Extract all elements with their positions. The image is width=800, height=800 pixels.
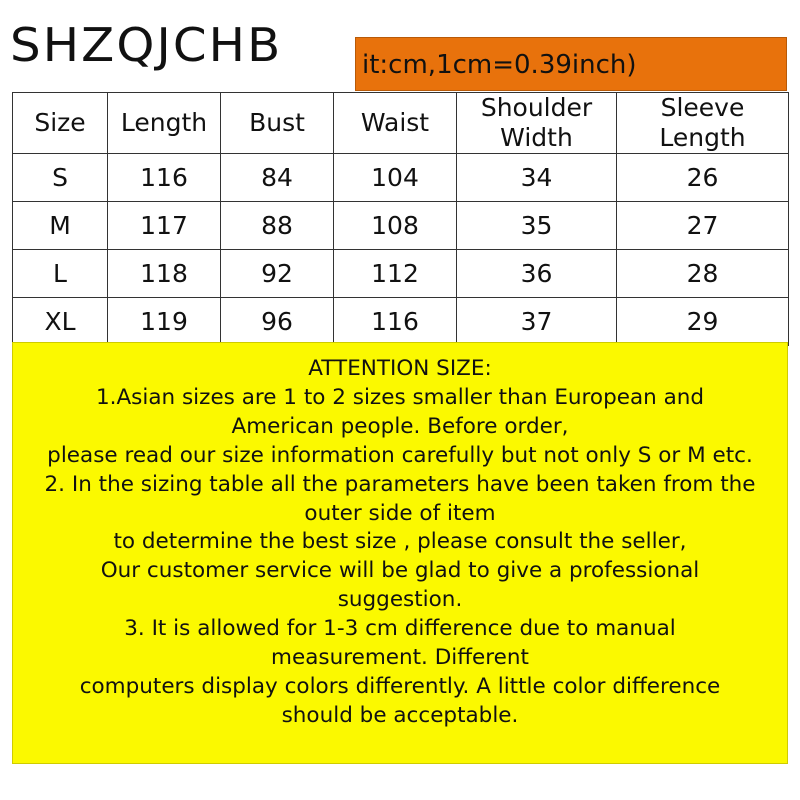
header-length: Length [108,93,221,154]
cell-shoulder-width: 35 [457,202,617,250]
cell-length: 116 [108,154,221,202]
cell-waist: 116 [334,298,457,346]
unit-banner: it:cm,1cm=0.39inch) [355,37,787,91]
cell-shoulder-width: 36 [457,250,617,298]
cell-length: 117 [108,202,221,250]
cell-waist: 104 [334,154,457,202]
cell-shoulder-width: 37 [457,298,617,346]
header-shoulder-width: Shoulder Width [457,93,617,154]
notice-line: ATTENTION SIZE: [308,356,492,381]
cell-sleeve-length: 26 [617,154,789,202]
notice-line: Our customer service will be glad to give a professional [100,558,700,584]
table-row [13,202,789,250]
cell-length: 119 [108,298,221,346]
cell-bust: 96 [221,298,334,346]
cell-bust: 88 [221,202,334,250]
notice-line: please read our size information carefully but not only S or M etc. [47,442,753,468]
table-row [13,250,789,298]
header-bust: Bust [221,93,334,154]
cell-bust: 84 [221,154,334,202]
attention-notice [12,342,788,764]
table-header-row [13,93,789,154]
cell-size: S [13,154,108,202]
table-row [13,154,789,202]
cell-size: XL [13,298,108,346]
cell-shoulder-width: 34 [457,154,617,202]
cell-sleeve-length: 27 [617,202,789,250]
cell-waist: 108 [334,202,457,250]
notice-line: outer side of item [304,500,496,526]
notice-line: measurement. Different [271,645,529,671]
notice-line: to determine the best size , please consult the seller, [113,529,687,555]
notice-line: 1.Asian sizes are 1 to 2 sizes smaller than European and [95,384,705,410]
header-size: Size [13,93,108,154]
notice-line: 3. It is allowed for 1-3 cm difference due to manual [124,616,676,642]
notice-line: should be acceptable. [281,702,519,728]
brand-logo: SHZQJCHB [10,20,289,70]
notice-line: 2. In the sizing table all the parameters have been taken from the [44,471,756,497]
notice-line: computers display colors differently. A little color difference [79,673,721,699]
cell-size: M [13,202,108,250]
header-sleeve-length: Sleeve Length [617,93,789,154]
bottom-margin [12,764,788,800]
cell-size: L [13,250,108,298]
cell-bust: 92 [221,250,334,298]
cell-waist: 112 [334,250,457,298]
cell-length: 118 [108,250,221,298]
notice-line: American people. Before order, [231,413,569,439]
table-row [13,298,789,346]
cell-sleeve-length: 28 [617,250,789,298]
header-waist: Waist [334,93,457,154]
size-chart-table [12,92,789,346]
notice-line: suggestion. [337,587,463,613]
cell-sleeve-length: 29 [617,298,789,346]
